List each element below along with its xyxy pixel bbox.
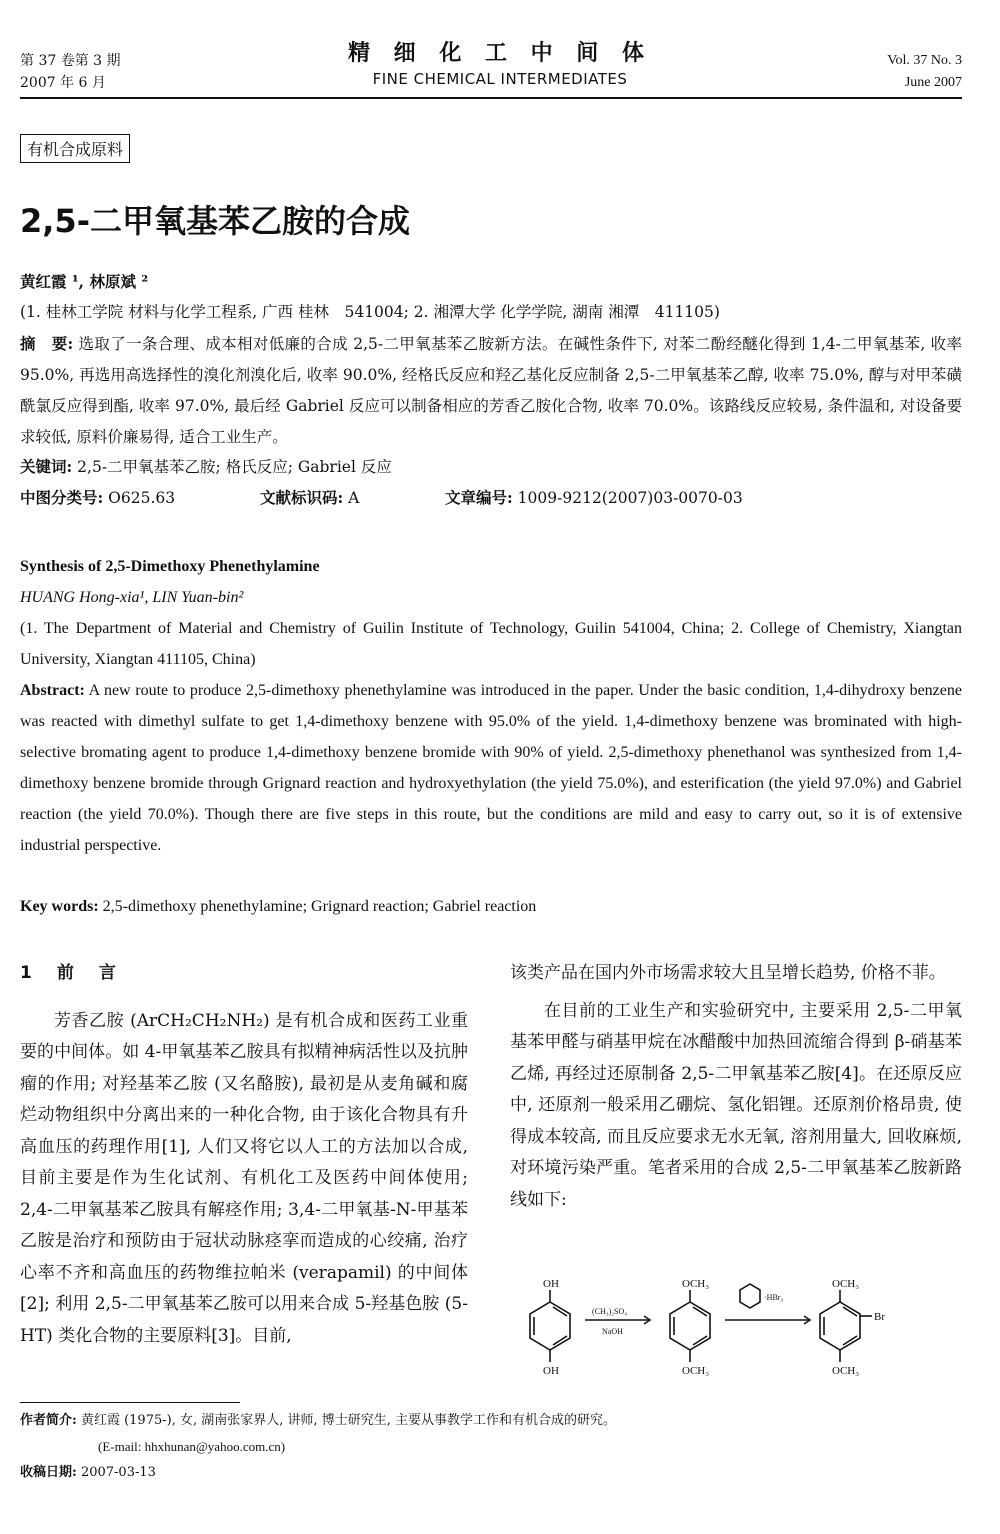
keywords-en-label: Key words: [20,898,99,915]
article-no-value: 1009-9212(2007)03-0070-03 [517,489,743,507]
label-och3-top-2: OCH₃ [682,1278,710,1290]
reagent-pyridinium-tribromide: ·HBr₃ [764,1293,784,1302]
footnote-rule [20,1402,240,1403]
label-br: Br [874,1311,885,1323]
author-bio [20,1408,962,1434]
title-en: Synthesis of 2,5-Dimethoxy Phenethylamine [20,558,320,575]
date-en: June 2007 [904,75,962,90]
intro-paragraph-3: 在目前的工业生产和实验研究中, 主要采用 2,5-二甲氧基苯甲醛与硝基甲烷在冰醋酸中加热回流缩合得到 β-硝基苯乙烯, 再经过还原制备 2,5-二甲氧基苯乙胺[4]。在还原反应中, 还原剂一般采用乙硼烷、氢化铝锂。还原剂价格昂贵, 使得成本较高, 而且反应要求无水无氧, 溶剂用量大, 回收麻烦, 对环境污染严重。笔者采用的合成 2,5-二甲氧基苯乙胺新路线如下: [510,1000,962,1210]
header-right [887,50,962,94]
abstract-en [20,675,962,861]
classification-row [20,482,962,514]
label-oh-top: OH [543,1278,559,1290]
column-tag: 有机合成原料 [20,134,130,163]
body-left-column [20,958,468,1352]
article-no-label: 文章编号: [445,488,513,507]
label-och3-bottom-2: OCH₃ [682,1365,710,1377]
affiliation-cn: (1. 桂林工学院 材料与化学工程系, 广西 桂林 541004; 2. 湘潭大学 化学学院, 湖南 湘潭 411105) [20,303,720,321]
keywords-cn-label: 关键词: [20,457,73,476]
affiliation-en: (1. The Department of Material and Chemistry of Guilin Institute of Technology, Guilin 541004, China; 2. College of Chemistry, Xiangtan University, Xiangtan 411105, China) [20,620,962,668]
abstract-cn-label: 摘 要: [20,334,74,353]
keywords-cn-text: 2,5-二甲氧基苯乙胺; 格氏反应; Gabriel 反应 [77,458,392,476]
pyridine-ring [740,1284,760,1308]
reaction-scheme [510,1272,962,1392]
authors-cn: 黄红霞 ¹, 林原斌 ² [20,272,149,291]
journal-masthead [300,40,700,90]
received-label: 收稿日期: [20,1465,77,1480]
body-right-column [510,958,962,1216]
benzene-ring-3 [820,1302,860,1350]
abstract-cn-text: 选取了一条合理、成本相对低廉的合成 2,5-二甲氧基苯乙胺新方法。在碱性条件下, 对苯二酚经醚化得到 1,4-二甲氧基苯, 收率 95.0%, 再选用高选择性的溴化剂溴化后, 收率 90.0%, 经格氏反应和羟乙基化反应制备 2,5-二甲氧基苯乙醇, 收率 75.0%, 醇与对甲苯磺酰氯反应得到酯, 收率 97.0%, 最后经 Gabriel 反应可以制备相应的芳香乙胺化合物, 收率 70.0%。该路线反应较易, 条件温和, 对设备要求较低, 原料价廉易得, 适合工业生产。 [20,335,962,446]
journal-title-en: FINE CHEMICAL INTERMEDIATES [372,70,628,88]
abstract-en-label: Abstract: [20,682,85,699]
reagent-naoh: NaOH [602,1327,623,1336]
author-bio-text: 黄红霞 (1975-), 女, 湖南张家界人, 讲师, 博士研究生, 主要从事教学工作和有机合成的研究。 [80,1413,617,1428]
label-och3-top-3: OCH₃ [832,1278,860,1290]
keywords-en-text: 2,5-dimethoxy phenethylamine; Grignard reaction; Gabriel reaction [102,898,537,915]
intro-paragraph-1: 芳香乙胺 (ArCH₂CH₂NH₂) 是有机合成和医药工业重要的中间体。如 4-甲氧基苯乙胺具有拟精神病活性以及抗肿瘤的作用; 对羟基苯乙胺 (又名酪胺), 最初是从麦角碱和腐烂动物组织中分离出来的一种化合物, 由于该化合物具有升高血压的药理作用[1], 人们又将它以人工的方法加以合成, 目前主要是作为生化试剂、有机化工及医药中间体使用; 2,4-二甲氧基苯乙胺具有解痉作用; 3,4-二甲氧基-N-甲基苯乙胺是治疗和预防由于冠状动脉痉挛而造成的心绞痛, 治疗心率不齐和高血压的药物维拉帕米 (verapamil) 的中间体[2]; 利用 2,5-二甲氧基苯乙胺可以用来合成 5-羟基色胺 (5-HT) 类化合物的主要原料[3]。目前, [20,1010,468,1346]
author-bio-label: 作者简介: [20,1413,77,1428]
label-och3-bottom-3: OCH₃ [832,1365,860,1377]
received-value: 2007-03-13 [80,1465,156,1480]
header-left [20,50,121,94]
clc-label: 中图分类号: [20,488,104,507]
date-cn: 2007 年 6 月 [20,75,106,91]
doc-code-label: 文献标识码: [260,488,344,507]
section-heading-intro: 1 前 言 [20,963,120,983]
journal-title-cn: 精 细 化 工 中 间 体 [348,41,652,66]
article-title: 2,5-二甲氧基苯乙胺的合成 [20,202,410,240]
label-oh-bottom: OH [543,1365,559,1377]
volume-en: Vol. 37 No. 3 [887,53,962,68]
benzene-ring-1 [530,1302,570,1350]
author-email: (E-mail: hhxhunan@yahoo.com.cn) [98,1439,286,1454]
abstract-cn [20,328,962,453]
received-date [20,1460,962,1486]
benzene-ring-2 [670,1302,710,1350]
keywords-cn [20,451,962,483]
intro-paragraph-2: 该类产品在国内外市场需求较大且呈增长趋势, 价格不菲。 [510,963,946,983]
authors-en: HUANG Hong-xia¹, LIN Yuan-bin² [20,589,244,606]
abstract-en-text: A new route to produce 2,5-dimethoxy phenethylamine was introduced in the paper. Under the basic condition, 1,4-dihydroxy benzene was reacted with dimethyl sulfate to get 1,4-dimethoxy benzene with 95.0% of the yield. 1,4-dimethoxy benzene was brominated with high-selective bromating agent to produce 1,4-dimethoxy benzene bromide with 90% of yield. 2,5-dimethoxy phenethanol was synthesized from 1,4-dimethoxy benzene bromide through Grignard reaction and hydroxyethylation (the yield 75.0%), and esterification (the yield 97.0%) and Gabriel reaction (the yield 70.0%). Though there are five steps in this route, but the conditions are mild and easy to carry out, so it is of extensive industrial perspective. [20,682,962,854]
clc-value: O625.63 [108,489,176,507]
keywords-en [20,891,962,922]
doc-code-value: A [348,489,360,507]
reagent-dimethyl-sulfate: (CH₃)₂SO₄ [592,1307,628,1316]
header-rule [20,97,962,99]
volume-cn: 第 37 卷第 3 期 [20,53,121,69]
